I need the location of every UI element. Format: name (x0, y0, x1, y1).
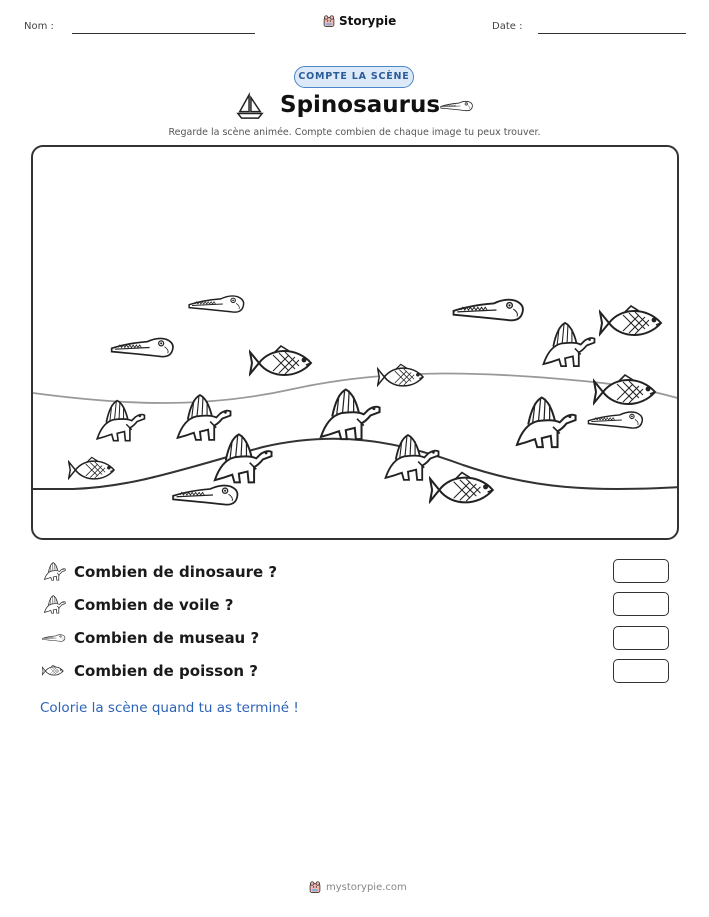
snout-2 (112, 338, 173, 356)
sail-icon (42, 594, 66, 616)
question-label: Combien de dinosaure ? (74, 563, 278, 581)
date-field[interactable] (538, 33, 686, 34)
question-label: Combien de poisson ? (74, 662, 258, 680)
fish-4 (594, 375, 655, 404)
date-label: Date : (492, 21, 523, 32)
page-title: Spinosaurus (280, 92, 441, 118)
activity-badge: COMPTE LA SCÈNE (294, 66, 414, 88)
fish-2 (600, 306, 661, 335)
fish-5 (69, 457, 114, 479)
answer-box-sail[interactable] (613, 592, 669, 616)
scene-illustration (33, 147, 679, 540)
website-footer (308, 880, 407, 894)
question-dinosaur (42, 560, 277, 584)
website-url: mystorypie.com (326, 881, 407, 893)
mascot-icon (322, 14, 336, 28)
mascot-icon (308, 880, 322, 894)
dino-5 (517, 398, 576, 448)
dino-1 (543, 323, 594, 366)
question-label: Combien de voile ? (74, 596, 234, 614)
question-snout (42, 626, 259, 650)
coloring-instruction: Colorie la scène quand tu as terminé ! (40, 700, 299, 716)
answer-box-dinosaur[interactable] (613, 559, 669, 583)
dinosaur-icon (42, 561, 66, 583)
question-label: Combien de museau ? (74, 629, 260, 647)
answer-box-snout[interactable] (613, 626, 669, 650)
crocodile-icon (440, 99, 474, 113)
sailboat-icon (236, 92, 264, 120)
snout-5 (173, 485, 237, 504)
snout-3 (454, 300, 523, 321)
name-label: Nom : (24, 21, 54, 32)
question-sail (42, 593, 234, 617)
brand-name: Storypie (339, 14, 397, 28)
fish-6 (430, 473, 493, 503)
snout-4 (588, 412, 642, 428)
fish-1 (250, 346, 311, 375)
dino-2 (97, 401, 144, 441)
instructions: Regarde la scène animée. Compte combien de chaque image tu peux trouver. (168, 127, 541, 138)
name-field[interactable] (72, 33, 255, 34)
question-fish (42, 659, 258, 683)
snout-1 (189, 296, 244, 312)
snout-icon (42, 632, 66, 644)
answer-box-fish[interactable] (613, 659, 669, 683)
storypie-logo (322, 14, 396, 28)
fish-icon (42, 664, 66, 678)
dino-7 (386, 435, 439, 480)
counting-scene (31, 145, 679, 540)
dino-4 (321, 390, 380, 440)
